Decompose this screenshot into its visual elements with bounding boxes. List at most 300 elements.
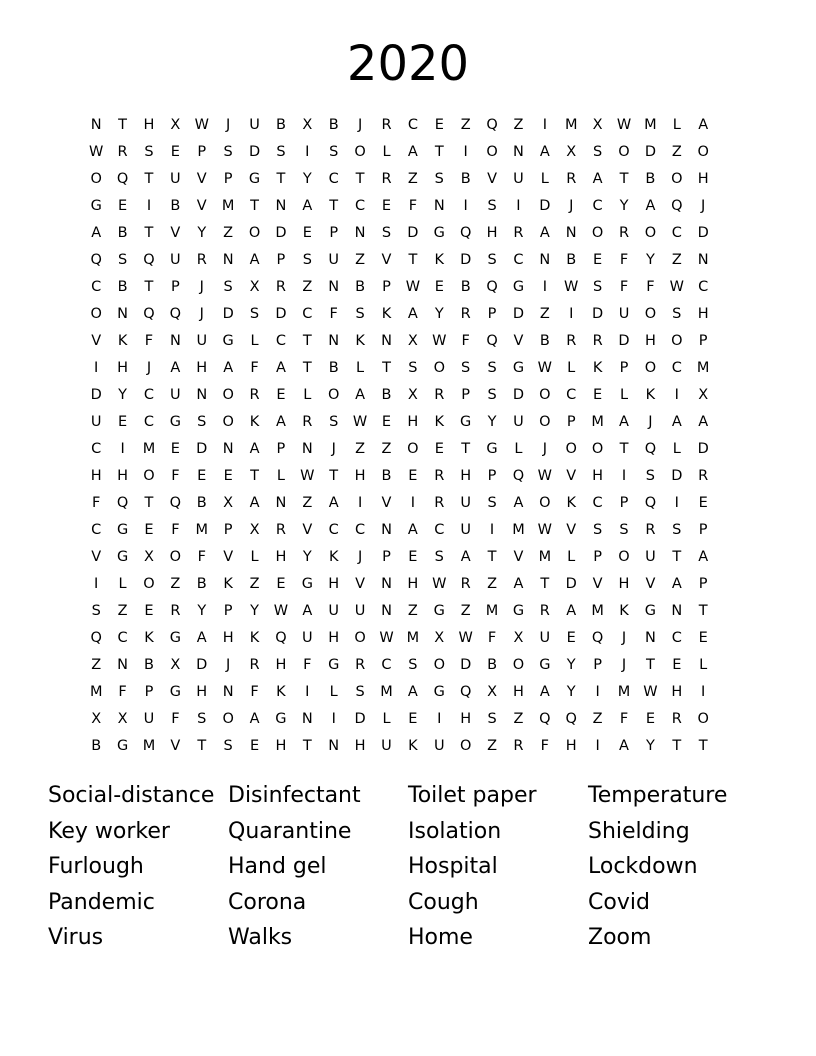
grid-letter: D [222, 306, 234, 322]
grid-letter: O [644, 360, 657, 376]
grid-letter: C [328, 171, 339, 187]
grid-letter: Z [355, 252, 366, 268]
grid-letter: F [487, 630, 497, 646]
grid-letter: R [381, 117, 392, 133]
grid-letter: H [697, 171, 709, 187]
grid-letter: R [275, 522, 286, 538]
grid-letter: R [513, 225, 524, 241]
grid-letter: O [222, 414, 234, 430]
grid-letter: H [354, 738, 366, 754]
grid-letter: H [592, 468, 604, 484]
grid-letter: L [382, 711, 391, 727]
grid-letter: M [142, 441, 156, 457]
grid-letter: J [199, 306, 204, 322]
grid-letter: F [144, 333, 154, 349]
grid-row [83, 112, 743, 139]
grid-letter: C [407, 117, 418, 133]
grid-letter: H [618, 576, 630, 592]
word-search-grid [83, 112, 743, 760]
grid-letter: V [381, 252, 392, 268]
grid-letter: C [671, 225, 682, 241]
grid-letter: B [144, 657, 154, 673]
grid-letter: A [698, 549, 709, 565]
word-list-item: Covid [588, 889, 650, 915]
grid-letter: A [249, 441, 260, 457]
grid-row [83, 436, 743, 463]
grid-letter: B [117, 279, 128, 295]
grid-letter: W [537, 522, 552, 538]
grid-letter: Q [486, 333, 498, 349]
grid-letter: Y [645, 252, 655, 268]
grid-letter: A [407, 144, 418, 160]
grid-letter: S [619, 522, 629, 538]
grid-letter: V [566, 522, 577, 538]
grid-letter: X [302, 117, 313, 133]
grid-letter: N [381, 333, 392, 349]
grid-letter: C [592, 495, 603, 511]
grid-letter: C [434, 522, 445, 538]
grid-letter: N [328, 279, 340, 295]
grid-letter: T [250, 198, 259, 214]
grid-letter: C [592, 198, 603, 214]
grid-letter: D [248, 144, 261, 160]
grid-letter: U [460, 522, 471, 538]
grid-letter: K [619, 603, 629, 619]
grid-letter: S [276, 144, 286, 160]
grid-letter: B [539, 333, 550, 349]
grid-letter: G [222, 333, 234, 349]
grid-letter: E [645, 711, 655, 727]
grid-letter: N [275, 495, 287, 511]
grid-letter: U [645, 549, 656, 565]
word-list-item: Toilet paper [408, 783, 537, 808]
grid-letter: N [354, 225, 366, 241]
grid-letter: B [91, 738, 102, 754]
grid-letter: U [302, 630, 313, 646]
grid-letter: V [592, 576, 603, 592]
grid-letter: M [485, 603, 499, 619]
grid-letter: S [91, 603, 101, 619]
grid-letter: X [170, 657, 181, 673]
grid-letter: S [144, 144, 154, 160]
grid-letter: F [329, 306, 338, 322]
grid-letter: Z [407, 171, 418, 187]
grid-letter: F [171, 522, 180, 538]
grid-letter: W [537, 468, 552, 484]
grid-row [83, 328, 743, 355]
grid-letter: J [648, 414, 653, 430]
grid-letter: E [434, 117, 444, 133]
grid-letter: A [513, 495, 524, 511]
grid-letter: Y [645, 738, 655, 754]
grid-letter: M [591, 414, 604, 430]
grid-letter: O [697, 144, 709, 160]
grid-letter: C [513, 252, 524, 268]
grid-letter: W [300, 468, 315, 484]
word-list-item: Quarantine [228, 818, 352, 844]
grid-letter: Z [513, 711, 524, 727]
grid-letter: S [487, 387, 497, 403]
grid-letter: D [697, 225, 709, 241]
grid-letter: N [381, 576, 392, 592]
grid-letter: V [196, 198, 207, 214]
grid-letter: Q [459, 684, 472, 700]
grid-letter: F [646, 279, 655, 295]
grid-letter: G [169, 630, 181, 646]
grid-letter: G [486, 441, 498, 457]
grid-letter: R [434, 495, 445, 511]
grid-letter: A [671, 414, 682, 430]
grid-letter: D [671, 468, 683, 484]
grid-letter: T [540, 576, 550, 592]
grid-letter: K [434, 252, 445, 268]
grid-letter: P [223, 522, 233, 538]
grid-letter: W [194, 117, 209, 133]
grid-letter: Z [117, 603, 128, 619]
grid-letter: D [275, 306, 287, 322]
grid-letter: Z [671, 252, 682, 268]
grid-letter: G [512, 279, 525, 295]
grid-letter: I [146, 198, 152, 214]
grid-letter: Z [91, 657, 102, 673]
grid-letter: D [275, 225, 287, 241]
grid-letter: G [512, 360, 525, 376]
grid-letter: P [170, 279, 180, 295]
grid-letter: D [565, 576, 577, 592]
grid-letter: V [170, 225, 181, 241]
grid-letter: H [407, 414, 419, 430]
grid-letter: K [381, 306, 392, 322]
grid-letter: X [434, 630, 445, 646]
grid-letter: V [645, 576, 656, 592]
grid-letter: P [593, 549, 602, 565]
grid-letter: N [671, 603, 683, 619]
grid-letter: X [698, 387, 709, 403]
grid-letter: R [460, 306, 471, 322]
grid-letter: K [249, 414, 260, 430]
grid-letter: I [94, 576, 99, 592]
grid-letter: D [460, 657, 472, 673]
grid-letter: D [512, 306, 525, 322]
grid-letter: V [91, 549, 102, 565]
grid-letter: O [354, 144, 366, 160]
grid-letter: U [170, 252, 181, 268]
grid-letter: T [197, 738, 207, 754]
grid-letter: X [592, 117, 603, 133]
grid-letter: H [328, 576, 340, 592]
grid-row [83, 598, 743, 625]
grid-letter: A [355, 387, 366, 403]
word-list-item: Zoom [588, 925, 652, 951]
grid-letter: I [595, 684, 600, 700]
grid-letter: M [644, 117, 657, 133]
grid-letter: T [250, 468, 259, 484]
grid-letter: F [540, 738, 549, 754]
grid-letter: H [117, 360, 129, 376]
grid-letter: O [671, 333, 683, 349]
grid-letter: E [197, 468, 207, 484]
grid-letter: N [697, 252, 709, 268]
grid-letter: O [539, 495, 551, 511]
grid-letter: Q [671, 198, 683, 214]
grid-letter: U [328, 603, 340, 619]
grid-letter: K [355, 333, 365, 349]
grid-letter: U [618, 306, 630, 322]
grid-letter: R [618, 225, 630, 241]
grid-letter: W [564, 279, 579, 295]
grid-letter: K [249, 630, 260, 646]
grid-letter: O [354, 630, 366, 646]
grid-letter: R [302, 414, 313, 430]
grid-row [83, 382, 743, 409]
grid-letter: R [434, 387, 445, 403]
grid-letter: W [352, 414, 368, 430]
grid-letter: Z [671, 144, 682, 160]
grid-letter: E [381, 414, 392, 430]
grid-letter: K [645, 387, 656, 403]
grid-letter: I [305, 684, 310, 700]
grid-letter: S [593, 144, 603, 160]
grid-letter: X [249, 279, 260, 295]
grid-letter: S [487, 198, 497, 214]
grid-letter: T [276, 171, 286, 187]
grid-letter: M [696, 360, 710, 376]
grid-letter: X [407, 333, 418, 349]
word-list-item: Virus [48, 925, 104, 951]
grid-letter: F [408, 198, 418, 214]
grid-letter: V [302, 522, 313, 538]
grid-letter: A [698, 414, 709, 430]
grid-letter: N [513, 144, 524, 160]
grid-letter: B [381, 468, 392, 484]
grid-letter: O [222, 387, 234, 403]
grid-letter: D [539, 198, 551, 214]
grid-letter: L [329, 684, 338, 700]
grid-letter: I [542, 279, 547, 295]
grid-letter: S [487, 360, 497, 376]
grid-letter: D [697, 441, 709, 457]
grid-letter: J [542, 441, 547, 457]
grid-letter: K [328, 549, 339, 565]
grid-letter: C [566, 387, 577, 403]
grid-letter: W [432, 333, 447, 349]
grid-letter: D [90, 387, 102, 403]
grid-letter: C [143, 414, 155, 430]
grid-letter: S [593, 279, 603, 295]
grid-letter: W [405, 279, 421, 295]
grid-letter: W [669, 279, 684, 295]
grid-row [83, 733, 743, 760]
grid-letter: U [513, 414, 524, 430]
word-list-item: Hand gel [228, 854, 327, 880]
grid-letter: E [276, 387, 286, 403]
grid-letter: U [539, 630, 551, 646]
grid-letter: R [249, 387, 260, 403]
grid-letter: Q [143, 252, 155, 268]
grid-letter: O [671, 171, 683, 187]
grid-letter: Y [197, 225, 207, 241]
grid-letter: T [302, 333, 312, 349]
grid-letter: A [592, 171, 603, 187]
grid-letter: X [170, 117, 181, 133]
grid-letter: Q [169, 306, 182, 322]
grid-letter: U [143, 711, 155, 727]
grid-letter: O [433, 657, 445, 673]
grid-letter: J [226, 657, 231, 673]
grid-letter: H [143, 117, 155, 133]
grid-letter: Q [116, 495, 129, 511]
grid-letter: F [171, 711, 180, 727]
grid-letter: X [487, 684, 498, 700]
grid-letter: E [249, 738, 260, 754]
grid-letter: A [302, 603, 313, 619]
grid-letter: U [196, 333, 208, 349]
grid-letter: N [328, 333, 340, 349]
grid-letter: L [303, 387, 312, 403]
grid-letter: A [407, 684, 418, 700]
grid-letter: O [143, 576, 155, 592]
grid-letter: H [460, 468, 472, 484]
grid-letter: Y [250, 603, 259, 619]
grid-letter: P [487, 306, 497, 322]
grid-letter: A [170, 360, 181, 376]
grid-letter: O [591, 225, 604, 241]
grid-letter: H [275, 549, 287, 565]
grid-letter: U [249, 117, 260, 133]
grid-letter: R [275, 279, 286, 295]
grid-letter: O [459, 738, 472, 754]
grid-letter: V [91, 333, 102, 349]
grid-letter: C [328, 522, 339, 538]
grid-letter: C [355, 522, 366, 538]
grid-letter: J [226, 117, 231, 133]
grid-letter: G [248, 171, 261, 187]
grid-letter: H [671, 684, 683, 700]
grid-letter: J [357, 549, 363, 565]
grid-letter: S [487, 495, 497, 511]
word-list-item: Pandemic [48, 889, 155, 915]
grid-letter: A [671, 576, 682, 592]
grid-letter: U [381, 738, 392, 754]
grid-letter: T [698, 738, 708, 754]
grid-letter: T [355, 171, 365, 187]
grid-letter: J [701, 198, 706, 214]
grid-letter: P [144, 684, 154, 700]
grid-letter: A [275, 414, 286, 430]
grid-letter: N [222, 441, 234, 457]
grid-letter: S [461, 360, 471, 376]
grid-letter: E [408, 468, 418, 484]
grid-letter: B [566, 252, 577, 268]
grid-letter: V [223, 549, 234, 565]
grid-letter: Q [565, 711, 577, 727]
grid-letter: J [357, 117, 363, 133]
grid-letter: S [487, 711, 497, 727]
grid-letter: X [513, 630, 524, 646]
grid-row [83, 301, 743, 328]
grid-letter: P [619, 360, 629, 376]
grid-letter: H [565, 738, 577, 754]
grid-row [83, 274, 743, 301]
grid-letter: O [539, 414, 551, 430]
word-list-item: Hospital [408, 854, 498, 880]
grid-letter: J [621, 657, 627, 673]
grid-letter: E [593, 387, 603, 403]
grid-letter: Q [459, 225, 472, 241]
grid-letter: F [118, 684, 127, 700]
grid-letter: G [328, 657, 340, 673]
grid-letter: Y [487, 414, 497, 430]
grid-letter: M [89, 684, 103, 700]
grid-letter: N [169, 333, 181, 349]
grid-letter: K [566, 495, 576, 511]
grid-letter: V [355, 576, 366, 592]
grid-letter: X [407, 387, 418, 403]
grid-letter: A [645, 198, 656, 214]
grid-letter: J [146, 360, 152, 376]
grid-letter: U [433, 738, 445, 754]
grid-letter: E [223, 468, 233, 484]
grid-letter: D [644, 144, 656, 160]
grid-letter: V [196, 171, 207, 187]
grid-letter: R [645, 522, 656, 538]
grid-letter: Z [302, 279, 313, 295]
grid-letter: V [513, 549, 524, 565]
grid-letter: J [621, 630, 627, 646]
grid-letter: N [196, 387, 208, 403]
grid-letter: G [433, 225, 445, 241]
grid-letter: E [381, 198, 392, 214]
grid-letter: O [697, 711, 709, 727]
grid-letter: A [91, 225, 102, 241]
grid-letter: U [170, 387, 181, 403]
grid-letter: R [381, 171, 392, 187]
grid-letter: G [116, 738, 129, 754]
grid-letter: O [90, 306, 102, 322]
grid-letter: E [698, 630, 708, 646]
grid-letter: B [328, 117, 339, 133]
grid-letter: T [408, 252, 418, 268]
grid-letter: E [144, 603, 154, 619]
grid-letter: T [461, 441, 471, 457]
grid-letter: M [617, 684, 631, 700]
grid-letter: L [250, 333, 259, 349]
grid-letter: Q [90, 630, 102, 646]
grid-letter: P [619, 495, 629, 511]
grid-letter: J [569, 198, 574, 214]
grid-letter: G [116, 522, 129, 538]
grid-letter: R [249, 657, 260, 673]
grid-letter: A [249, 711, 260, 727]
grid-letter: Q [486, 279, 498, 295]
grid-letter: S [434, 171, 444, 187]
grid-letter: C [302, 306, 313, 322]
grid-letter: E [302, 225, 312, 241]
grid-letter: G [275, 711, 287, 727]
grid-row [83, 166, 743, 193]
grid-letter: L [567, 549, 576, 565]
grid-letter: R [592, 333, 603, 349]
grid-row [83, 463, 743, 490]
grid-letter: U [170, 171, 181, 187]
grid-letter: B [196, 495, 207, 511]
grid-row [83, 517, 743, 544]
grid-letter: Y [197, 603, 207, 619]
grid-row [83, 355, 743, 382]
grid-letter: M [538, 549, 552, 565]
grid-letter: A [539, 225, 550, 241]
grid-letter: T [144, 225, 154, 241]
